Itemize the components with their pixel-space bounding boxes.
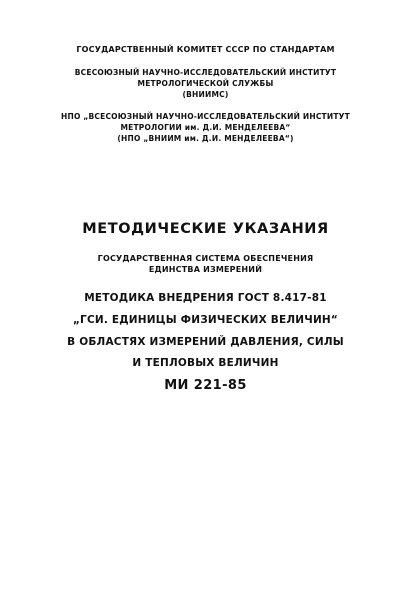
system-line-1: ГОСУДАРСТВЕННАЯ СИСТЕМА ОБЕСПЕЧЕНИЯ [97,254,314,263]
subject-line-4: И ТЕПЛОВЫХ ВЕЛИЧИН [132,357,279,369]
institute-2-line-1: НПО „ВСЕСОЮЗНЫЙ НАУЧНО-ИССЛЕДОВАТЕЛЬСКИЙ ИНСТИТУТ [61,112,350,121]
committee-name: ГОСУДАРСТВЕННЫЙ КОМИТЕТ СССР ПО СТАНДАРТАМ [76,45,335,54]
institute-1-line-1: ВСЕСОЮЗНЫЙ НАУЧНО-ИССЛЕДОВАТЕЛЬСКИЙ ИНСТИТУТ [74,68,337,77]
system-line-2: ЕДИНСТВА ИЗМЕРЕНИЙ [148,265,263,274]
subject-line-3: В ОБЛАСТЯХ ИЗМЕРЕНИЙ ДАВЛЕНИЯ, СИЛЫ [67,336,344,348]
institute-2-line-2: МЕТРОЛОГИИ им. Д.И. МЕНДЕЛЕЕВА“ [120,123,291,132]
institute-1-line-2: МЕТРОЛОГИЧЕСКОЙ СЛУЖБЫ [137,79,274,88]
subject-line-1: МЕТОДИКА ВНЕДРЕНИЯ ГОСТ 8.417-81 [84,292,327,304]
subject-line-2: „ГСИ. ЕДИНИЦЫ ФИЗИЧЕСКИХ ВЕЛИЧИН“ [72,314,339,326]
institute-1-line-3: (ВНИИМС) [182,90,229,99]
institute-2-line-3: (НПО „ВНИИМ им. Д.И. МЕНДЕЛЕЕВА“) [117,134,294,143]
document-title: МЕТОДИЧЕСКИЕ УКАЗАНИЯ [82,221,329,237]
document-code: МИ 221-85 [164,378,247,393]
